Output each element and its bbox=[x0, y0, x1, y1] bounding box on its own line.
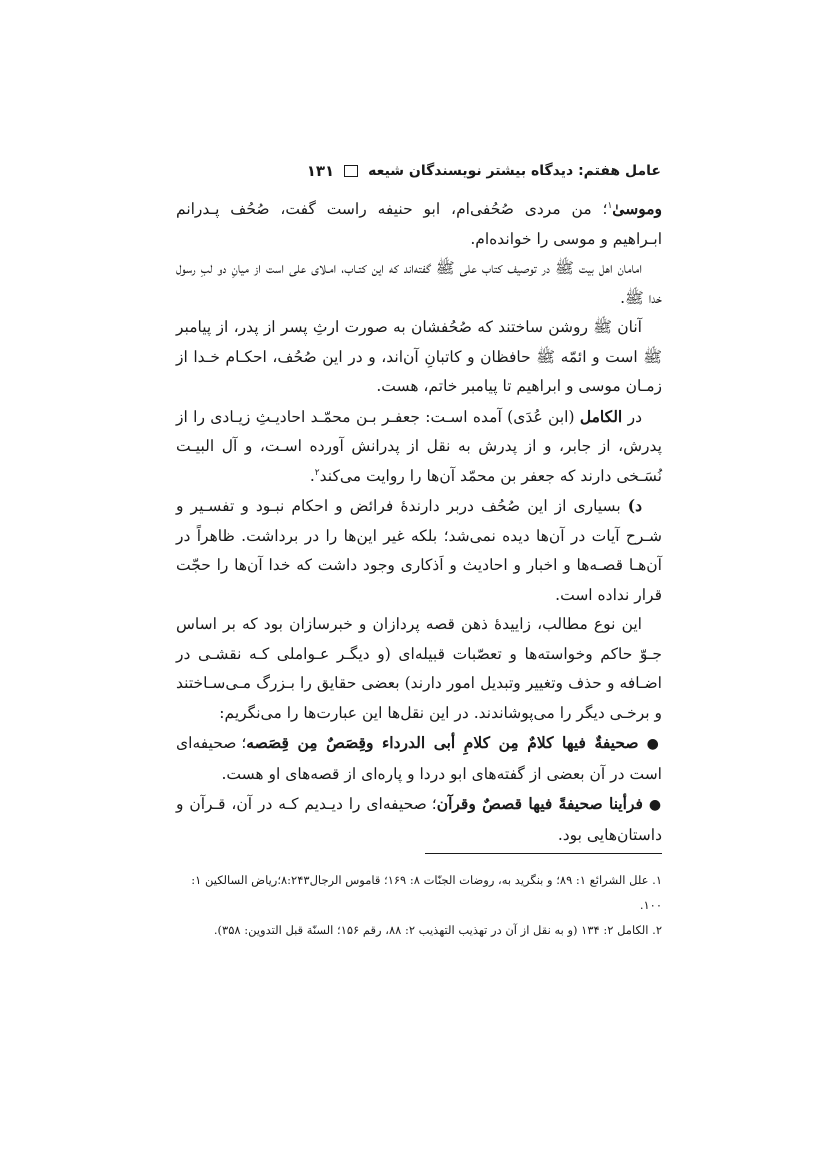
paragraph-4-end: . bbox=[309, 466, 315, 485]
paragraph-5 bbox=[176, 491, 662, 610]
arabic-quote-2: فرأينا صحيفةً فيها قصصٌ وقرآن bbox=[436, 794, 643, 813]
term-musa: وموسیٰ bbox=[612, 199, 662, 218]
bullet-dot-icon: ● bbox=[648, 797, 662, 813]
chapter-title: عامل هفتم: دیدگاه بیشتر نویسندگان شیعه bbox=[368, 163, 661, 179]
page-number: ۱۳۱ bbox=[306, 162, 335, 180]
square-ornament-icon bbox=[344, 165, 358, 177]
footnote-2: ۲. الکامل ۲: ۱۳۴ (و به نقل از آن در تهذیب التهذیب ۲: ۸۸، رقم ۱۵۶؛ السنّة قبل التدوین: ۳۵۸). bbox=[213, 923, 662, 937]
bullet-1-text: ؛ صحیفه‌ای است در آن بعضی از گفته‌های ابو دردا و پاره‌ای از قصه‌های او هست. bbox=[176, 734, 662, 783]
footnote-ref-2: ۲ bbox=[314, 467, 320, 478]
paragraph-2: امامان اهل بیت ﷺ در توصیف کتاب علی ﷺ گفته‌اند که این کتـاب، امـلای علی است از میانِ دو لبِ رسول خدا ﷺ. bbox=[176, 259, 662, 307]
paragraph-4-text: (ابن عُدَی) آمده اسـت: جعفـر بـن محمّـد احادیـثِ زیـادی را از پدرش، از جابر، و از پدرش به نقل از پدرانش آورده اسـت، و آل البیـت نُسَـخی دارند که جعفر بن محمّد آن‌ها را روایت می‌کند bbox=[176, 407, 662, 485]
footnote-ref-1: ۱ bbox=[607, 200, 613, 211]
paragraph-4-prefix: در bbox=[627, 407, 642, 426]
paragraph-1 bbox=[176, 194, 662, 254]
paragraph-5-text: بسیاری از این صُحُف دربر دارندهٔ فرائض و احکام نبـود و تفسـیر و شـرح آیات در آن‌ها دیده نمی‌شد؛ بلکه غیر این‌ها را در برداشت. ظاهراً در آن‌هـا قصـه‌ها و اخبار و احادیث و اَذکاری وجود داشت که خدا آن‌ها را حجّت قرار نداده است. bbox=[176, 497, 662, 604]
paragraph-3: آنان ﷺ روشن ساختند که صُحُفشان به صورت ارثِ پسر از پدر، از پیامبر ﷺ است و ائمّه ﷺ حافظان و کاتبانِ آن‌اند، و در این صُحُف، احکـام خـدا از زمـان موسی و ابراهیم تا پیامبر خاتم، هست. bbox=[176, 318, 662, 395]
paragraph-6: این نوع مطالب، زاییدهٔ ذهن قصه پردازان و خبرسازان بود که بر اساس جـوّ حاکم وخواسته‌ها و تعصّبات قبیله‌ای (و دیگـر عـواملی کـه نقشـی در اضـافه و حذف وتغییر وتبدیل امور دارند) بعضی حقایق را بـزرگ مـی‌سـاختند و برخـی دیگر را می‌پوشاندند. در این نقل‌ها این عبارت‌ها را می‌نگریم: bbox=[176, 615, 662, 722]
running-header bbox=[176, 158, 661, 184]
body-text bbox=[176, 194, 662, 850]
bullet-dot-icon: ● bbox=[646, 736, 663, 752]
footnote-1: ۱. علل الشرائع ۱: ۸۹؛ و بنگرید به، روضات الجنّات ۸: ۱۶۹؛ قاموس الرجال۸:۲۴۳؛ریاض السالکین ۱: ۱۰۰. bbox=[191, 873, 662, 912]
footnotes bbox=[176, 868, 662, 943]
book-title-alkamil: الکامل bbox=[579, 406, 623, 426]
arabic-quote-1: صحیفةٌ فیها کلامٌ مِن کلامِ أبی الدرداء وقِصَصٌ مِن قِصَصه bbox=[246, 733, 639, 752]
item-label-d: د) bbox=[627, 496, 642, 515]
paragraph-4 bbox=[176, 402, 662, 492]
bullet-2-text: ؛ صحیفه‌ای را دیـدیم کـه در آن، قـرآن و داستان‌هایی بود. bbox=[176, 795, 662, 844]
bullet-item-2 bbox=[176, 789, 662, 850]
bullet-item-1 bbox=[176, 728, 662, 789]
paragraph-1-text: ؛ من مردی صُحُفی‌ام، ابو حنیفه راست گفت، صُحُف پـدرانم ابـراهیم و موسی را خوانده‌ام. bbox=[176, 200, 662, 248]
footnote-divider bbox=[425, 853, 662, 854]
